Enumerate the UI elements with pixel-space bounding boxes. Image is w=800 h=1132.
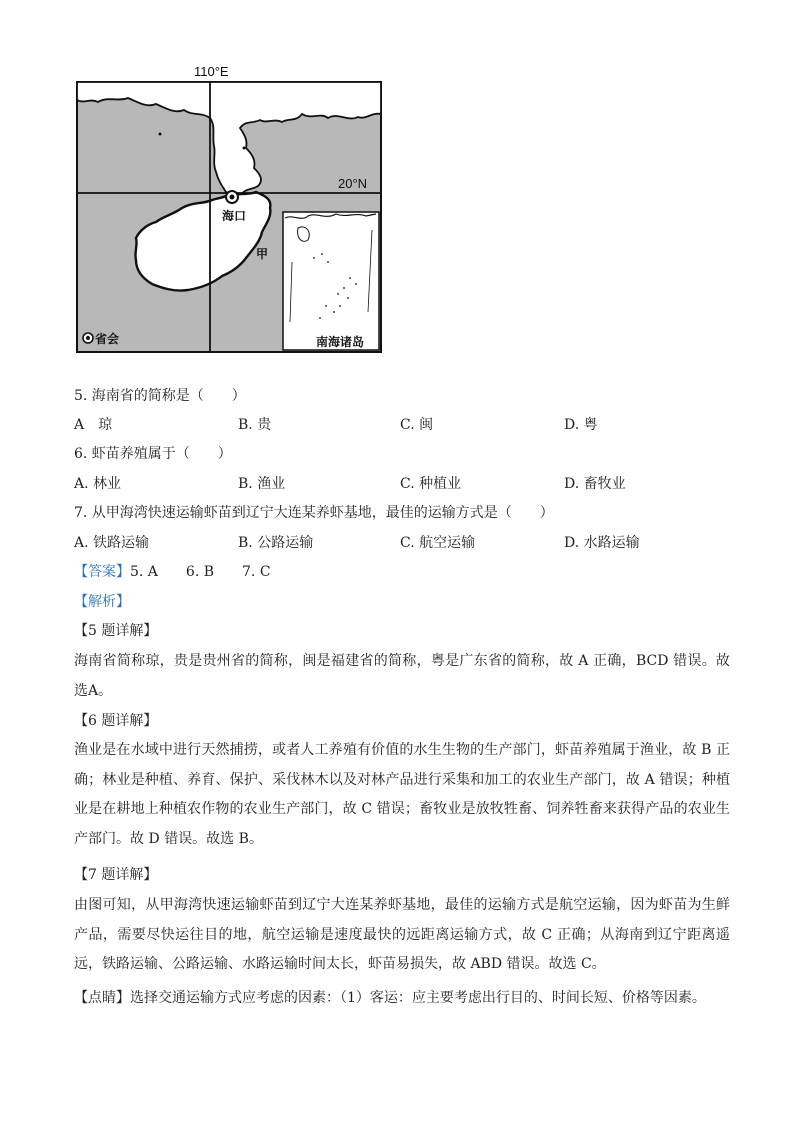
question-6-stem: 6. 虾苗养殖属于（ ） [74,446,232,462]
legend-label: 省会 [95,332,120,346]
detail-7-body: 由图可知，从甲海湾快速运输虾苗到辽宁大连某养虾基地，最佳的运输方式是航空运输，因为虾苗为生鲜产品，需要尽快运往目的地，航空运输是速度最快的远距离运输方式，故 C 正确；从海南到辽宁距离遥远，铁路运输、公路运输、水路运输时间太长，虾苗易损失，故 ABD 错误。故选 C。 [74,897,730,972]
analysis-tag: 【解析】 [74,594,130,610]
tip-text: 选择交通运输方式应考虑的因素：（1）客运：应主要考虑出行目的、时间长短、价格等因素。 [130,990,706,1006]
answer-text: 5. A 6. B 7. C [130,564,271,580]
lon-label: 110°E [194,64,229,79]
tip-tag: 【点睛】 [74,990,130,1006]
question-7-stem: 7. 从甲海湾快速运输虾苗到辽宁大连某养虾基地，最佳的运输方式是（ ） [74,505,554,521]
q7-option-d: D. 水路运输 [564,535,640,551]
capital-symbol [226,191,238,203]
q7-option-b: B. 公路运输 [238,535,314,551]
capital-label: 海口 [222,209,247,223]
q5-option-b: B. 贵 [238,417,272,433]
detail-5-heading: 【5 题详解】 [74,623,158,639]
detail-6-heading: 【6 题详解】 [74,713,158,729]
detail-6-body: 渔业是在水域中进行天然捕捞，或者人工养殖有价值的水生生物的生产部门，虾苗养殖属于渔业，故 B 正确；林业是种植、养育、保护、采伐林木以及对林产品进行采集和加工的农业生产部门，故 A 错误；种植业是在耕地上种植农作物的农业生产部门，故 C 错误；畜牧业是放牧牲畜、饲养牲畜来获得产品的农业生产部门。故 D 错误。故选 B。 [74,742,730,847]
answer-line [74,562,271,582]
q7-option-a: A. 铁路运输 [74,535,150,551]
detail-5-body: 海南省简称琼，贵是贵州省的简称，闽是福建省的简称，粤是广东省的简称，故 A 正确，BCD 错误。故选A。 [74,653,730,699]
detail-7-heading: 【7 题详解】 [74,867,158,883]
q6-option-c: C. 种植业 [400,476,462,492]
q5-option-d: D. 粤 [564,417,598,433]
q6-option-d: D. 畜牧业 [564,476,626,492]
q7-option-c: C. 航空运输 [400,535,476,551]
jia-bay-label: 甲 [256,247,269,261]
q6-option-a: A. 林业 [74,476,122,492]
tip-line [74,988,706,1008]
lat-label: 20°N [338,176,368,191]
q5-option-c: C. 闽 [400,417,434,433]
question-5-stem: 5. 海南省的简称是（ ） [74,388,246,404]
answer-tag: 【答案】 [74,564,130,580]
hainan-map-figure [76,62,382,354]
legend [83,331,119,346]
q6-option-b: B. 渔业 [238,476,286,492]
q5-option-a: A 琼 [74,417,113,433]
inset-label: 南海诸岛 [316,335,365,349]
